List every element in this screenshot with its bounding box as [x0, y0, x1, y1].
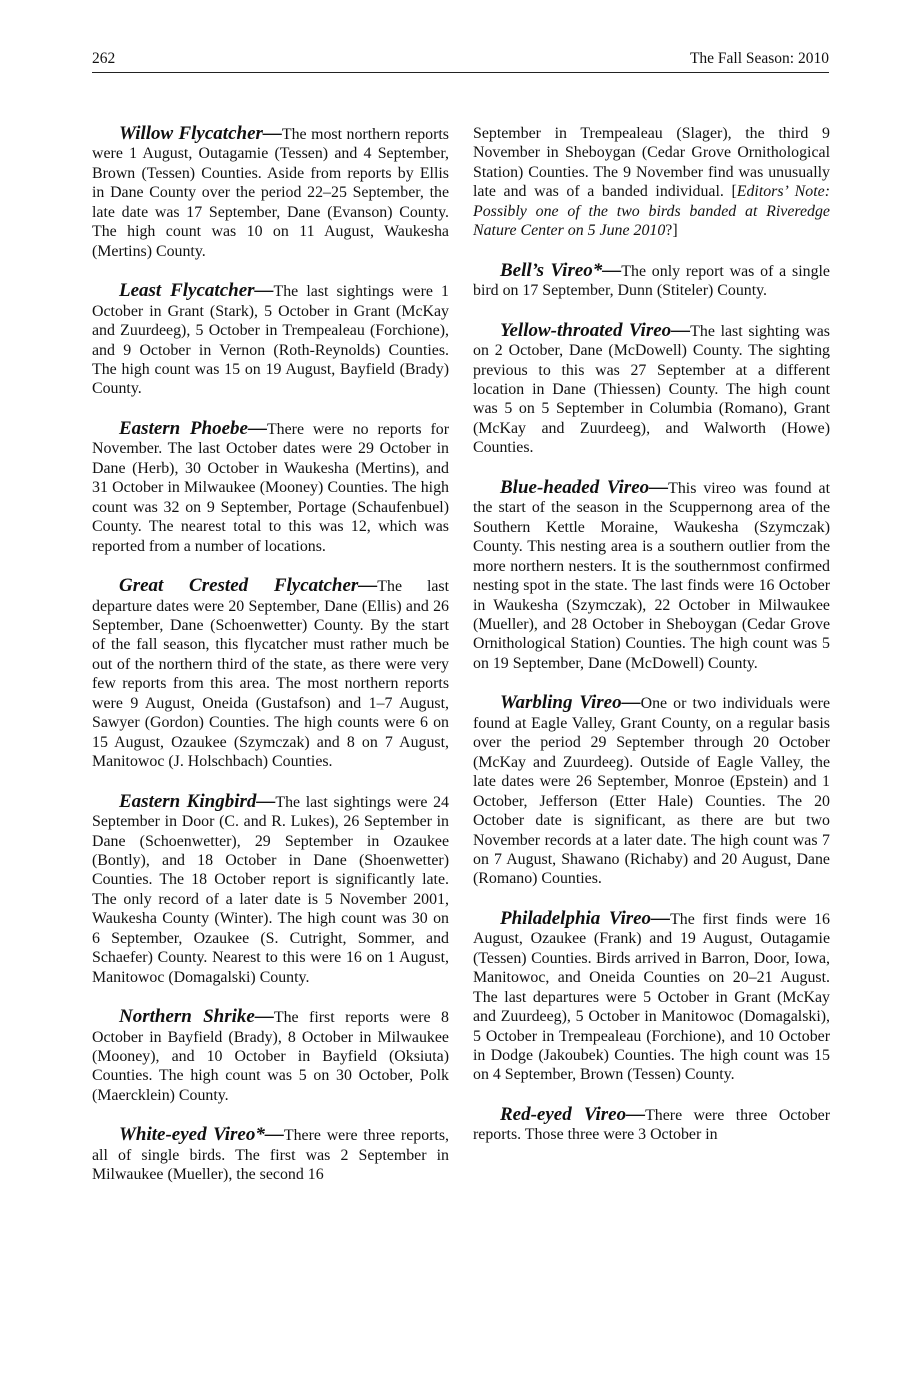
entry-text: The first finds were 16 August, Ozaukee (Frank) and 19 August, Outagamie (Tessen) Counties. Birds arrived in Barron, Door, Iowa, Manitowoc, and Oneida Counties on 20–21 August. The last departures were 5 October in Grant (McKay and Zuurdeeg), 5 October in Manitowoc (Domagalski), 5 October in Trempealeau (Forchione), and 10 October in Dodge (Jakoubek) Counties. The high count was 15 on 4 September, Brown (Tessen) County.: [473, 910, 830, 1084]
species-entry-eastern-kingbird: [92, 792, 449, 988]
entry-text: There were three reports, all of single birds. The first was 2 September in Milwaukee (Mueller), the second 16: [92, 1127, 449, 1184]
entry-text: The last sightings were 24 September in Door (C. and R. Lukes), 26 September in Dane (Schoenwetter), 29 September in Ozaukee (Bontly), and 18 October in Dane (Shoenwetter) Counties. The 18 October report is significantly late. The only record of a later date is 5 November 2001, Waukesha County (Winter). The high count was 30 on 6 September, Ozaukee (S. Cutright, Sommer, and Schaefer) County. Nearest to this were 16 on 1 August, Manitowoc (Domagalski) County.: [92, 793, 449, 986]
page-number: 262: [92, 50, 116, 67]
species-name: Willow Flycatcher—: [119, 123, 282, 144]
species-name: Northern Shrike—: [119, 1006, 274, 1028]
species-name: Blue-headed Vireo—: [500, 476, 669, 498]
species-entry-warbling-vireo: [473, 693, 830, 889]
editors-note: Editors’ Note: Possibly one of the two birds banded at Riveredge Nature Center on 5 June 2010: [473, 183, 830, 240]
entry-text: There were no reports for November. The last October dates were 29 October in Dane (Herb), 30 October in Waukesha (Mertins), and 31 October in Milwaukee (Mooney) Counties. The high count was 32 on 9 September, Portage (Schaufenbuel) County. The nearest total to this was 12, which was reported from a number of locations.: [92, 420, 449, 555]
species-name: Eastern Kingbird—: [119, 790, 276, 812]
left-column: [92, 124, 449, 1205]
entry-text: One or two individuals were found at Eagle Valley, Grant County, on a regular basis over the period 29 September through 20 October (McKay and Zuurdeeg). Outside of Eagle Valley, the late dates were 26 September, Monroe (Epstein) and 1 October, Jefferson (Etter Hale) Counties. The 20 October date is significant, as there are but two November records at a later date. The high count was 7 on 7 August, Shawano (Richaby) and 20 August, Dane (Romano) Counties.: [473, 695, 831, 888]
species-entry-philadelphia-vireo: [473, 909, 830, 1085]
species-name: Great Crested Flycatcher—: [119, 575, 378, 597]
entry-text: The only report was of a single bird on 17 September, Dunn (Stiteler) County.: [473, 262, 830, 300]
bracket-open: [: [731, 183, 737, 201]
running-title: The Fall Season: 2010: [689, 50, 829, 67]
entry-text: The first reports were 8 October in Bayfield (Brady), 8 October in Milwaukee (Mooney), and 10 October in Bayfield (Oksiuta) Counties. The high count was 5 on 30 October, Polk (Maercklein) County.: [92, 1009, 449, 1104]
bracket-close: ?]: [665, 222, 678, 240]
species-entry-white-eyed-vireo: [92, 1125, 449, 1184]
running-header: [92, 50, 829, 73]
species-name: Bell’s Vireo*—: [500, 259, 622, 281]
species-entry-blue-headed-vireo: [473, 478, 830, 674]
species-entry-least-flycatcher: [92, 281, 449, 399]
continued-paragraph: [473, 124, 830, 241]
species-name: Philadelphia Vireo—: [500, 907, 671, 929]
entry-text: This vireo was found at the start of the season in the Scuppernong area of the Southern Kettle Moraine, Waukesha (Szymczak) County. This nesting area is a southern outlier from the more northern nesters. It is the southernmost confirmed nesting spot in the state. The last finds were 16 October in Waukesha (Szymczak), 22 October in Milwaukee (Mueller), and 28 October in Sheboygan (Cedar Grove Ornithological Station) Counties. The high count was 5 on 19 September, Dane (McDowell) County.: [473, 479, 831, 672]
entry-text: The most northern reports were 1 August, Outagamie (Tessen) and 4 September, Brown (Tessen) Counties. Aside from reports by Ellis in Dane County over the period 22–25 September, the late date was 17 September, Dane (Evanson) County. The high count was 10 on 11 August, Waukesha (Mertins) County.: [92, 126, 449, 260]
species-entry-great-crested-flycatcher: [92, 576, 449, 772]
species-name: Eastern Phoebe—: [119, 417, 267, 439]
species-entry-red-eyed-vireo: [473, 1105, 830, 1145]
species-name: Warbling Vireo—: [500, 692, 641, 714]
species-entry-yellow-throated-vireo: [473, 321, 830, 458]
entry-text: September in Trempealeau (Slager), the third 9 November in Sheboygan (Cedar Grove Ornithological Station) Counties. The 9 November find was unusually late and was of a banded individual.: [473, 125, 830, 201]
species-name: Red-eyed Vireo—: [500, 1103, 646, 1125]
entry-text: The last sightings were 1 October in Grant (Stark), 5 October in Grant (McKay and Zuurdeeg), 5 October in Trempealeau (Forchione), and 9 October in Vernon (Roth-Reynolds) Counties. The high count was 15 on 19 August, Bayfield (Brady) County.: [92, 283, 449, 398]
entry-text: There were three October reports. Those three were 3 October in: [473, 1106, 830, 1144]
right-column: [473, 124, 830, 1165]
species-entry-eastern-phoebe: [92, 419, 449, 556]
species-entry-northern-shrike: [92, 1007, 449, 1105]
species-name: Yellow-throated Vireo—: [500, 319, 691, 341]
species-entry-willow-flycatcher: [92, 124, 449, 261]
species-entry-bells-vireo: [473, 261, 830, 301]
species-name: White-eyed Vireo*—: [119, 1124, 284, 1146]
entry-text: The last departure dates were 20 September, Dane (Ellis) and 26 September, Dane (Schoenwetter) County. By the start of the fall season, this flycatcher must rather much be out of the northern third of the state, as there were very few reports from this area. The most northern reports were 9 August, Oneida (Gustafson) and 1–7 August, Sawyer (Gordon) Counties. The high counts were 6 on 15 August, Ozaukee (Szymczak) and 8 on 7 August, Manitowoc (J. Holschbach) Counties.: [92, 578, 450, 771]
species-name: Least Flycatcher—: [119, 280, 274, 302]
entry-text: The last sighting was on 2 October, Dane (McDowell) County. The sighting previous to this was 27 September at a different location in Dane (Thiessen) County. The high count was 5 on 5 September in Columbia (Romano), Grant (McKay and Zuurdeeg), and Walworth (Howe) Counties.: [473, 322, 830, 457]
